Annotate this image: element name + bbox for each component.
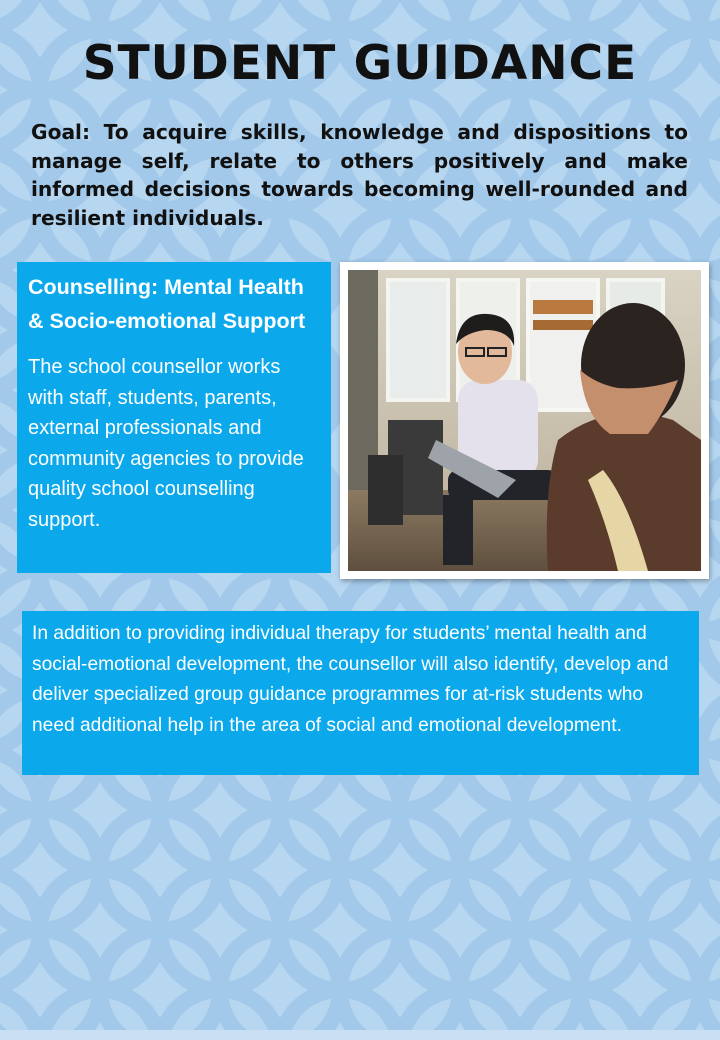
counselling-description: The school counsellor works with staff, students, parents, external professionals and community agencies to provide quality school counselling support. <box>28 356 304 531</box>
page-title: STUDENT GUIDANCE <box>82 36 638 91</box>
additional-info-text: In addition to providing individual therapy for students’ mental health and social-emotional development, the counsellor will also identify, develop and deliver specialized group guidance programmes for at-risk students who need additional help in the area of social and emotional development. <box>32 623 669 736</box>
counselling-card <box>17 262 331 573</box>
counselling-photo-image <box>348 270 701 571</box>
additional-info-card <box>22 611 699 775</box>
counselling-photo <box>340 262 709 579</box>
counselling-heading: Counselling: Mental Health & Socio-emotional Support <box>28 275 306 333</box>
goal-statement: Goal: To acquire skills, knowledge and dispositions to manage self, relate to others positively and make informed decisions towards becoming well-rounded and resilient individuals. <box>31 120 688 230</box>
